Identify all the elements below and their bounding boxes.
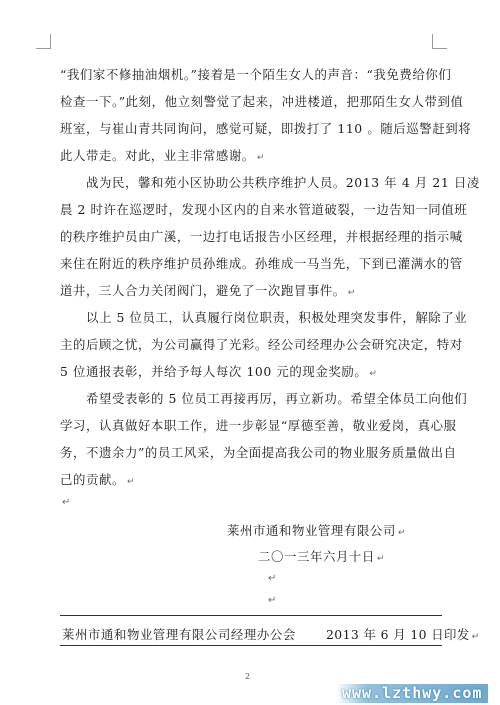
paragraph-mark-icon: ↵ xyxy=(256,153,266,163)
signature-date: 二〇一三年六月十日 ↵ xyxy=(258,549,386,564)
body-line: 5 位通报表彰，并给予每人每次 100 元的现金奖励。 ↵ xyxy=(60,364,378,379)
page-number: 2 xyxy=(245,672,251,681)
body-line: 的秩序维护员由广溪，一边打电话报告小区经理，并根据经理的指示喊 xyxy=(60,229,463,244)
body-line: 班室，与崔山青共同询问，感觉可疑，即拨打了 110 。随后巡警赶到将 xyxy=(60,121,472,136)
paragraph-mark-icon: ↵ xyxy=(268,573,277,584)
body-line: 学习，认真做好本职工作，进一步彰显“厚德至善，敬业爱岗，真心服 xyxy=(60,418,457,433)
paragraph-mark-icon: ↵ xyxy=(397,528,407,538)
body-line: 希望受表彰的 5 位员工再接再厉，再立新功。希望全体员工向他们 xyxy=(86,391,468,406)
paragraph-mark-icon: ↵ xyxy=(347,288,356,298)
body-line: 来住在附近的秩序维护员孙维成。孙维成一马当先，下到已灌满水的管 xyxy=(60,256,463,271)
page-corner-mark-top-right xyxy=(432,34,447,49)
signature-company: 莱州市通和物业管理有限公司 ↵ xyxy=(227,523,407,538)
footer-issuer: 莱州市通和物业管理有限公司经理办公会 xyxy=(62,627,296,642)
footer-issue-date: 2013 年 6 月 10 日印发 ↵ xyxy=(326,627,480,642)
paragraph-mark-icon: ↵ xyxy=(471,632,480,642)
paragraph-mark-icon: ↵ xyxy=(376,554,386,564)
paragraph-mark-icon: ↵ xyxy=(369,369,378,379)
body-line: 检查一下。”此刻，他立刻警觉了起来，冲进楼道，把那陌生女人带到值 xyxy=(60,94,464,109)
footer-bottom-rule xyxy=(60,645,442,646)
paragraph-mark-icon: ↵ xyxy=(126,477,136,487)
body-line: 晨 2 时许在巡逻时，发现小区内的自来水管道破裂，一边告知一同值班 xyxy=(60,202,468,217)
site-watermark: www.lzthwy.com xyxy=(336,684,488,703)
body-line: 以上 5 位员工，认真履行岗位职责，积极处理突发事件，解除了业 xyxy=(86,310,468,325)
body-line: 己的贡献。 ↵ xyxy=(60,472,136,487)
page-corner-mark-top-left xyxy=(36,34,51,49)
paragraph-mark-icon: ↵ xyxy=(62,497,71,508)
footer-top-rule xyxy=(60,615,442,616)
paragraph-mark-icon: ↵ xyxy=(268,595,277,606)
body-line: 主的后顾之忧，为公司赢得了光彩。经公司经理办公会研究决定，特对 xyxy=(60,337,463,352)
body-line: 战为民，馨和苑小区协助公共秩序维护人员。2013 年 4 月 21 日凌 xyxy=(86,175,480,190)
body-line: 务，不遗余力”的员工风采，为全面提高我公司的物业服务质量做出自 xyxy=(60,445,457,460)
body-line: 此人带走。对此，业主非常感谢。 ↵ xyxy=(60,148,266,163)
body-line: 道井，三人合力关闭阀门，避免了一次跑冒事件。 ↵ xyxy=(60,283,356,298)
body-line: “我们家不修抽油烟机。”接着是一个陌生女人的声音：“我免费给你们 xyxy=(60,67,452,82)
